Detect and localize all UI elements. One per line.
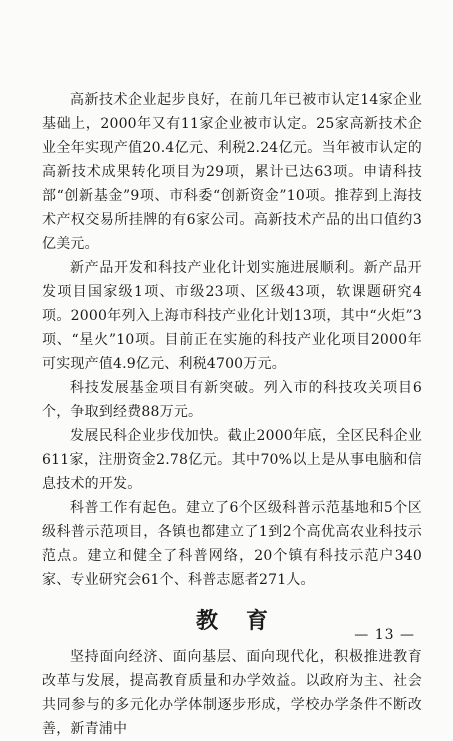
section-heading-education: 教育	[195, 609, 296, 634]
body-text	[42, 88, 422, 741]
paragraph-high-tech-enterprises: 高新技术企业起步良好，在前几年已被市认定14家企业基础上，2000年又有11家企业被市认定。25家高新技术企业全年实现产值20.4亿元、利税2.24亿元。当年被市认定的高新技术成果转化项目为29项，累计已达63项。申请科技部“创新基金”9项、市科委“创新资金”10项。推荐到上海技术产权交易所挂牌的有6家公司。高新技术产品的出口值约3亿美元。	[42, 92, 422, 252]
paragraph-private-tech-enterprises: 发展民科企业步伐加快。截止2000年底，全区民科企业611家，注册资金2.78亿元。其中70%以上是从事电脑和信息技术的开发。	[42, 428, 422, 492]
paragraph-new-product-development: 新产品开发和科技产业化计划实施进展顺利。新产品开发项目国家级1项、市级23项、区级43项，软课题研究4项。2000年列入上海市科技产业化计划13项，其中“火炬”3项、“星火”10项。目前正在实施的科技产业化项目2000年可实现产值4.9亿元、利税4700万元。	[42, 260, 422, 372]
paragraph-science-fund: 科技发展基金项目有新突破。列入市的科技攻关项目6个，争取到经费88万元。	[42, 380, 422, 420]
paragraph-education: 坚持面向经济、面向基层、面向现代化，积极推进教育改革与发展，提高教育质量和办学效益。以政府为主、社会共同参与的多元化办学体制逐步形成，学校办学条件不断改善，新青浦中	[42, 649, 422, 737]
page-number: — 13 —	[354, 627, 415, 643]
paragraph-science-popularization: 科普工作有起色。建立了6个区级科普示范基地和5个区级科普示范项目，各镇也都建立了1到2个高优高农业科技示范点。建立和健全了科普网络，20个镇有科技示范户340家、专业研究会61个、科普志愿者271人。	[42, 500, 422, 588]
